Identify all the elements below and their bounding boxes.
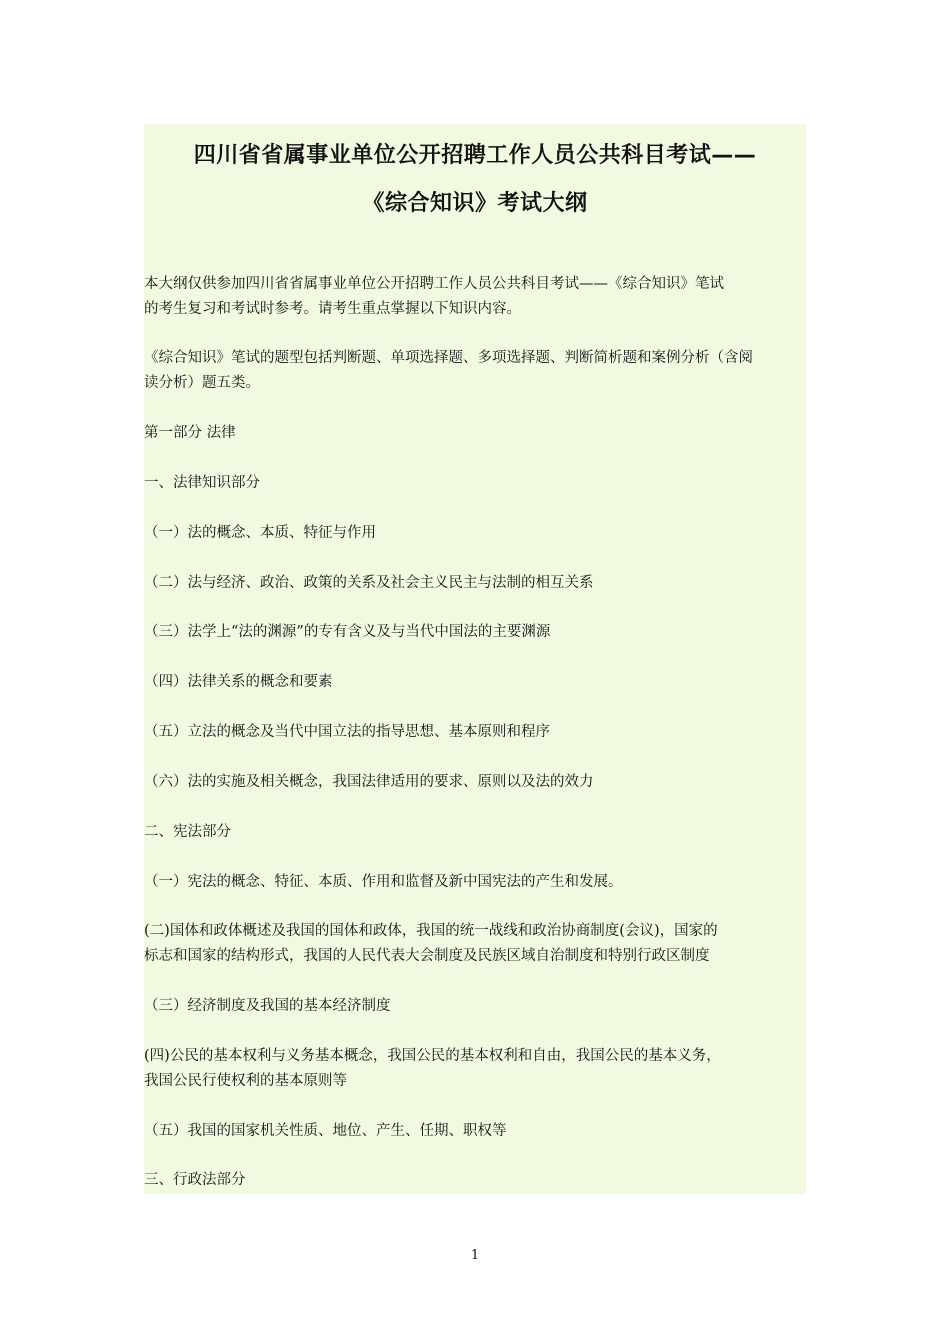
list-item: [144, 919, 806, 969]
list-item: [144, 870, 806, 895]
document-title-line-1: 四川省省属事业单位公开招聘工作人员公共科目考试——: [193, 143, 757, 168]
document-title-line-2: 《综合知识》考试大纲: [362, 191, 588, 216]
paragraph-line: (四)公民的基本权利与义务基本概念，我国公民的基本权利和自由，我国公民的基本义务，: [144, 1048, 721, 1064]
list-item: [144, 571, 806, 596]
list-item: [144, 670, 806, 695]
page-content: [144, 124, 806, 1194]
page-number: 1: [470, 1248, 480, 1263]
paragraph-line: （一）宪法的概念、特征、本质、作用和监督及新中国宪法的产生和发展。: [144, 874, 623, 890]
section-heading-part-one: [144, 421, 806, 446]
list-item: [144, 720, 806, 745]
paragraph-intro: [144, 272, 806, 322]
section-heading-law-knowledge: [144, 471, 806, 496]
list-item: [144, 620, 806, 645]
paragraph-line: （一）法的概念、本质、特征与作用: [144, 525, 376, 541]
paragraph-line: 《综合知识》笔试的题型包括判断题、单项选择题、多项选择题、判断简析题和案例分析（含阅: [144, 350, 753, 366]
paragraph-line: 我国公民行使权利的基本原则等: [144, 1073, 347, 1089]
paragraph-line: 第一部分 法律: [144, 425, 236, 441]
list-item: [144, 1119, 806, 1144]
paragraph-line: 三、行政法部分: [144, 1172, 246, 1188]
paragraph-line: （五）我国的国家机关性质、地位、产生、任期、职权等: [144, 1123, 507, 1139]
list-item: [144, 1044, 806, 1094]
paragraph-line: 标志和国家的结构形式，我国的人民代表大会制度及民族区域自治制度和特别行政区制度: [144, 948, 710, 964]
paragraph-line: 读分析）题五类。: [144, 375, 260, 391]
list-item: [144, 994, 806, 1019]
section-heading-constitution: [144, 820, 806, 845]
paragraph-line: 的考生复习和考试时参考。请考生重点掌握以下知识内容。: [144, 301, 521, 317]
paragraph-line: 本大纲仅供参加四川省省属事业单位公开招聘工作人员公共科目考试——《综合知识》笔试: [144, 276, 724, 292]
paragraph-line: （四）法律关系的概念和要素: [144, 674, 333, 690]
paragraph-line: （二）法与经济、政治、政策的关系及社会主义民主与法制的相互关系: [144, 575, 594, 591]
paragraph-line: （六）法的实施及相关概念，我国法律适用的要求、原则以及法的效力: [144, 774, 594, 790]
paragraph-line: （三）经济制度及我国的基本经济制度: [144, 998, 391, 1014]
paragraph-question-types: [144, 346, 806, 396]
paragraph-line: 一、法律知识部分: [144, 475, 260, 491]
section-heading-administrative-law: [144, 1168, 806, 1193]
paragraph-line: (二)国体和政体概述及我国的国体和政体，我国的统一战线和政治协商制度(会议)，国家的: [144, 923, 718, 939]
paragraph-line: （五）立法的概念及当代中国立法的指导思想、基本原则和程序: [144, 724, 550, 740]
list-item: [144, 770, 806, 795]
list-item: [144, 521, 806, 546]
paragraph-line: 二、宪法部分: [144, 824, 231, 840]
paragraph-line: （三）法学上“法的渊源”的专有含义及与当代中国法的主要渊源: [144, 624, 551, 640]
